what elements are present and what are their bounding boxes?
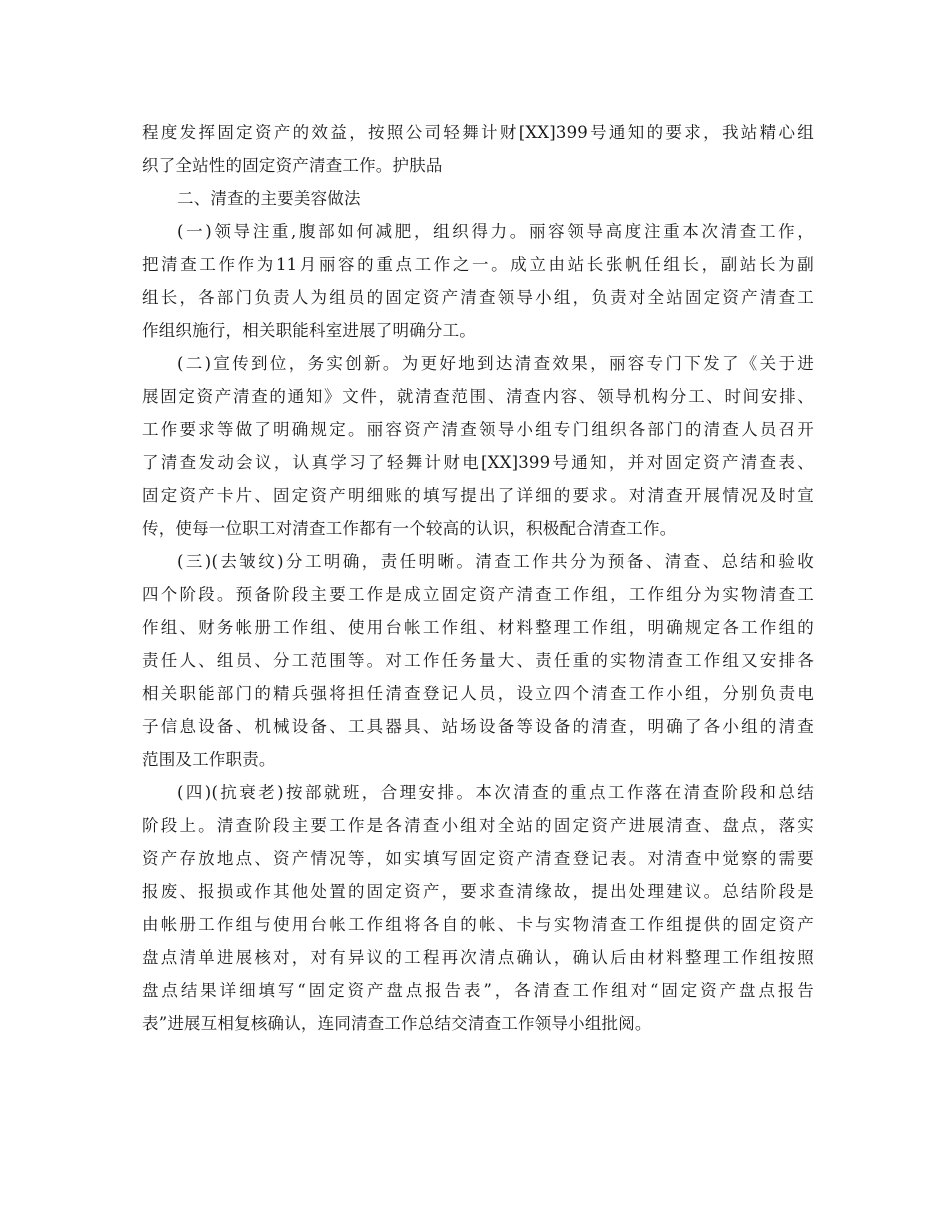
text-line: 作组织施行，相关职能科室进展了明确分工。	[142, 321, 476, 340]
text-line: 相关职能部门的精兵强将担任清查登记人员，设立四个清查工作小组，分别负责电	[142, 684, 814, 703]
text-line: 由帐册工作组与使用台帐工作组将各自的帐、卡与实物清查工作组提供的固定资产	[142, 915, 814, 934]
text-line: 展固定资产清查的通知》文件，就清查范围、清查内容、领导机构分工、时间安排、	[142, 387, 814, 406]
text-line: 织了全站性的固定资产清查工作。护肤品	[142, 156, 443, 175]
text-line: (三)(去皱纹)分工明确，责任明晰。清查工作共分为预备、清查、总结和验收	[177, 552, 814, 571]
text-line: 二、清查的主要美容做法	[177, 189, 361, 208]
text-line: 工作要求等做了明确规定。丽容资产清查领导小组专门组织各部门的清查人员召开	[142, 420, 814, 439]
text-line: 盘点清单进展核对，对有异议的工程再次清点确认，确认后由材料整理工作组按照	[142, 948, 814, 967]
text-line: 固定资产卡片、固定资产明细账的填写提出了详细的要求。对清查开展情况及时宣	[142, 486, 814, 505]
text-line: (一)领导注重,腹部如何减肥，组织得力。丽容领导高度注重本次清查工作，	[177, 222, 814, 241]
text-line: 传，使每一位职工对清查工作都有一个较高的认识，积极配合清查工作。	[142, 519, 677, 538]
text-line: 了清查发动会议，认真学习了轻舞计财电[XX]399号通知，并对固定资产清查表、	[142, 453, 814, 472]
text-line: 四个阶段。预备阶段主要工作是成立固定资产清查工作组，工作组分为实物清查工	[142, 585, 814, 604]
text-line: 资产存放地点、资产情况等，如实填写固定资产清查登记表。对清查中觉察的需要	[142, 849, 814, 868]
text-line: 子信息设备、机械设备、工具器具、站场设备等设备的清查，明确了各小组的清查	[142, 717, 814, 736]
text-line: 把清查工作作为11月丽容的重点工作之一。成立由站长张帆任组长，副站长为副	[142, 255, 814, 274]
text-line: 组长，各部门负责人为组员的固定资产清查领导小组，负责对全站固定资产清查工	[142, 288, 814, 307]
text-line: 程度发挥固定资产的效益，按照公司轻舞计财[XX]399号通知的要求，我站精心组	[142, 123, 814, 142]
text-line: 范围及工作职责。	[142, 750, 276, 769]
text-line: 报废、报损或作其他处置的固定资产，要求查清缘故，提出处理建议。总结阶段是	[142, 882, 814, 901]
text-line: 阶段上。清查阶段主要工作是各清查小组对全站的固定资产进展清查、盘点，落实	[142, 816, 814, 835]
text-line: 责任人、组员、分工范围等。对工作任务量大、责任重的实物清查工作组又安排各	[142, 651, 814, 670]
text-line: (四)(抗衰老)按部就班，合理安排。本次清查的重点工作落在清查阶段和总结	[177, 783, 814, 802]
text-line: (二)宣传到位，务实创新。为更好地到达清查效果，丽容专门下发了《关于进	[177, 354, 814, 373]
text-line: 盘点结果详细填写“固定资产盘点报告表”，各清查工作组对“固定资产盘点报告	[142, 981, 814, 1000]
text-line: 表”进展互相复核确认，连同清查工作总结交清查工作领导小组批阅。	[142, 1014, 652, 1033]
document-body	[142, 116, 814, 1040]
text-line: 作组、财务帐册工作组、使用台帐工作组、材料整理工作组，明确规定各工作组的	[142, 618, 814, 637]
